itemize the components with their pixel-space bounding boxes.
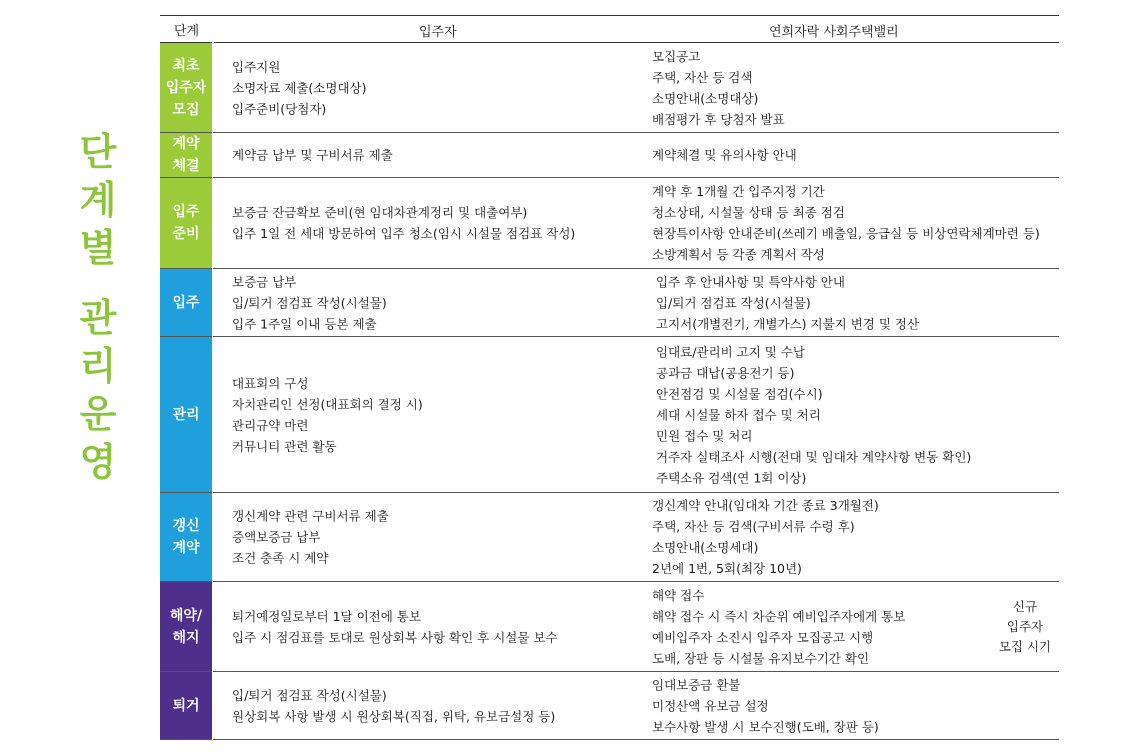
resident-task: 입/퇴거 점검표 작성(시설물) — [232, 687, 387, 703]
resident-task: 퇴거예정일로부터 1달 이전에 통보 — [232, 608, 421, 624]
table-row — [160, 43, 1059, 133]
resident-task: 입/퇴거 점검표 작성(시설물) — [232, 295, 387, 310]
table-row — [160, 269, 1059, 337]
resident-task: 보증금 납부 — [232, 274, 297, 289]
content-cell — [213, 337, 1059, 493]
valley-tasks — [656, 341, 971, 488]
table-row — [160, 672, 1059, 740]
valley-task: 도배, 장판 등 시설물 유지보수기간 확인 — [652, 650, 870, 666]
stage-cell — [160, 178, 213, 269]
table-row — [160, 178, 1059, 269]
valley-task: 소방계획서 등 각종 계획서 작성 — [652, 247, 825, 262]
valley-task: 입주 후 안내사항 및 특약사항 안내 — [656, 274, 845, 289]
resident-task: 관리규약 마련 — [232, 417, 309, 433]
valley-task: 계약 후 1개월 간 입주지정 기간 — [652, 184, 825, 199]
note-line: 모집 시기 — [998, 638, 1052, 654]
valley-task: 안전점검 및 시설물 점검(수시) — [656, 386, 823, 401]
resident-task: 입주 시 점검표를 토대로 원상회복 사항 확인 후 시설물 보수 — [232, 629, 558, 645]
stage-label: 계약 — [172, 540, 200, 556]
header-valley: 연희자락 사회주택밸리 — [769, 25, 899, 40]
valley-task: 미정산액 유보금 설정 — [652, 698, 769, 713]
content-cell — [213, 133, 1059, 178]
stage-cell — [160, 493, 213, 582]
header-group — [213, 16, 1059, 43]
stage-label: 최초 — [172, 57, 200, 74]
title-char: 별 — [79, 226, 117, 270]
header-resident: 입주자 — [419, 25, 457, 40]
stage-label: 입주 — [172, 204, 200, 220]
content-cell — [213, 672, 1059, 740]
resident-task: 원상회복 사항 발생 시 원상회복(직접, 위탁, 유보금설정 등) — [232, 708, 556, 724]
resident-tasks — [232, 685, 555, 727]
stage-label: 입주자 — [165, 79, 207, 96]
title-char: 단 — [79, 130, 117, 174]
stage-label: 체결 — [172, 158, 200, 174]
stage-cell — [160, 43, 213, 133]
valley-task: 입/퇴거 점검표 작성(시설물) — [656, 295, 811, 310]
stage-label: 준비 — [172, 226, 200, 242]
stage-label: 갱신 — [172, 518, 200, 534]
stage-cell — [160, 582, 213, 672]
valley-task: 현장특이사항 안내준비(쓰레기 배출일, 응급실 등 비상연락체계마련 등) — [652, 226, 1040, 241]
resident-task: 대표회의 구성 — [232, 375, 309, 391]
table-row — [160, 133, 1059, 178]
valley-tasks — [652, 495, 879, 579]
valley-tasks — [656, 271, 919, 334]
valley-task: 소명안내(소명대상) — [652, 90, 759, 106]
title-char: 관 — [79, 296, 117, 340]
resident-task: 조건 충족 시 계약 — [232, 550, 329, 566]
valley-tasks — [652, 585, 905, 669]
stage-cell — [160, 337, 213, 493]
title-char: 운 — [79, 392, 117, 436]
content-cell — [213, 582, 1059, 672]
valley-task: 세대 시설물 하자 접수 및 처리 — [656, 407, 821, 422]
valley-task: 주택, 자산 등 검색(구비서류 수령 후) — [652, 519, 855, 534]
valley-task: 배점평가 후 당첨자 발표 — [652, 111, 785, 127]
resident-tasks — [232, 606, 558, 648]
management-table — [160, 15, 1059, 740]
valley-task: 임대료/관리비 고지 및 수납 — [656, 344, 805, 359]
valley-task: 주택, 자산 등 검색 — [652, 69, 753, 85]
resident-task: 증액보증금 납부 — [232, 529, 321, 545]
content-cell — [213, 43, 1059, 133]
stage-cell — [160, 672, 213, 740]
resident-task: 입주준비(당첨자) — [232, 101, 327, 116]
valley-tasks — [652, 674, 879, 737]
stage-label: 해지 — [172, 629, 200, 646]
title-char: 리 — [79, 344, 117, 388]
stage-cell — [160, 133, 213, 178]
table-row — [160, 582, 1059, 672]
stage-label: 모집 — [172, 101, 200, 118]
resident-tasks — [232, 56, 366, 119]
valley-task: 2년에 1번, 5회(최장 10년) — [652, 561, 802, 576]
valley-tasks — [652, 145, 797, 166]
valley-task: 임대보증금 환불 — [652, 677, 741, 692]
stage-label: 관리 — [172, 406, 200, 423]
valley-tasks — [652, 46, 785, 130]
valley-task: 해약 접수 — [652, 587, 705, 603]
stage-label: 계약 — [172, 136, 200, 152]
stage-label: 입주 — [172, 294, 200, 311]
valley-task: 소명안내(소명세대) — [652, 540, 759, 555]
valley-task: 모집공고 — [652, 48, 701, 64]
resident-task: 갱신계약 관련 구비서류 제출 — [232, 508, 389, 524]
content-cell — [213, 493, 1059, 582]
title-char: 영 — [79, 440, 117, 484]
valley-task: 주택소유 검색(연 1회 이상) — [656, 470, 807, 485]
resident-tasks — [232, 271, 387, 334]
valley-task: 거주자 실태조사 시행(전대 및 임대차 계약사항 변동 확인) — [656, 449, 972, 464]
valley-task: 고지서(개별전기, 개별가스) 지불지 변경 및 정산 — [656, 316, 920, 331]
stage-label: 해약/ — [169, 607, 203, 624]
title-char: 계 — [79, 178, 117, 222]
stage-label: 퇴거 — [172, 697, 200, 714]
table-row — [160, 337, 1059, 493]
resident-tasks — [232, 145, 393, 166]
content-cell — [213, 269, 1059, 337]
valley-task: 공과금 대납(공용전기 등) — [656, 365, 795, 380]
vertical-title — [58, 128, 138, 486]
title-word-stage — [80, 128, 117, 272]
valley-task: 계약체결 및 유의사항 안내 — [652, 147, 797, 163]
valley-task: 보수사항 발생 시 보수진행(도배, 장판 등) — [652, 719, 879, 734]
valley-task: 해약 접수 시 즉시 차순위 예비입주자에게 통보 — [652, 608, 906, 624]
valley-task: 갱신계약 안내(임대차 기간 종료 3개월전) — [652, 498, 879, 513]
valley-tasks — [652, 181, 1040, 265]
resident-task: 자치관리인 선정(대표회의 결정 시) — [232, 396, 423, 412]
stage-cell — [160, 269, 213, 337]
resident-task: 보증금 잔금확보 준비(현 임대차관계정리 및 대출여부) — [232, 205, 528, 220]
resident-task: 소명자료 제출(소명대상) — [232, 80, 367, 95]
resident-tasks — [232, 202, 575, 244]
resident-task: 입주지원 — [232, 59, 281, 74]
resident-tasks — [232, 506, 389, 569]
note-line: 신규 — [1012, 598, 1038, 614]
table-header-row — [160, 16, 1059, 43]
header-stage: 단계 — [160, 16, 213, 43]
valley-task: 예비입주자 소진시 입주자 모집공고 시행 — [652, 629, 874, 645]
title-word-management — [80, 294, 117, 486]
recruitment-note — [995, 597, 1055, 657]
valley-task: 청소상태, 시설물 상태 등 최종 점검 — [652, 205, 845, 220]
note-line: 입주자 — [1006, 618, 1044, 634]
resident-task: 계약금 납부 및 구비서류 제출 — [232, 147, 393, 163]
table-row — [160, 493, 1059, 582]
valley-task: 민원 접수 및 처리 — [656, 428, 753, 443]
resident-task: 입주 1주일 이내 등본 제출 — [232, 316, 377, 331]
resident-task: 입주 1일 전 세대 방문하여 입주 청소(임시 시설물 점검표 작성) — [232, 226, 576, 241]
resident-tasks — [232, 373, 423, 457]
resident-task: 커뮤니티 관련 활동 — [232, 438, 337, 454]
content-cell — [213, 178, 1059, 269]
